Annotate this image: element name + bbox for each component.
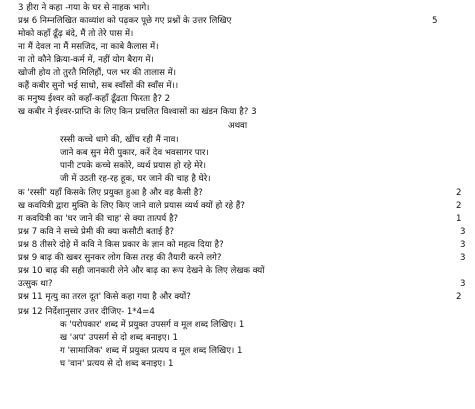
q9-marks: 3 [460, 253, 466, 263]
q10-marks: 3 [460, 279, 466, 289]
q7-marks: 3 [460, 227, 466, 237]
q6-marks: 5 [432, 16, 438, 26]
q12-gha: घ 'वान' प्रत्यय से दो शब्द बनाइए। 1 [60, 359, 174, 369]
alt-poem-line-3: पानी टपके कच्चे सकोरे, व्यर्थ प्रयास हो रहे मेरे। [60, 161, 207, 171]
q7: प्रश्न 7 कवि ने सच्चे प्रेमी की क्या कसौटी बताई है? [18, 227, 175, 237]
q8-marks: 3 [460, 240, 466, 250]
q12-kha: ख 'अप' उपसर्ग से दो शब्द बनाइए। 1 [60, 333, 179, 343]
q12-heading: प्रश्न 12 निर्देशानुसार उत्तर दीजिए- 1*4=4 [18, 307, 155, 317]
q8: प्रश्न 8 तीसरे दोहे में कवि ने किस प्रकार के ज्ञान को महत्व दिया है? [18, 240, 224, 250]
poem-line-5: कहैं कबीर सुनो भई साधो, सब स्वाँसों की स्वाँस में।। [18, 81, 179, 91]
line-1: 3 हीरा ने कहा -गया के घर से नाहक भागे। [18, 3, 150, 13]
q10: प्रश्न 10 बाढ़ की सही जानकारी लेने और बाढ़ का रूप देखने के लिए लेखक क्यों [18, 266, 265, 276]
alt-poem-line-1: रस्सी कच्चे धागे की, खींच रही मैं नाव। [60, 135, 179, 145]
poem-line-2: ना मैं देवल ना मैं मसजिद, ना काबे कैलास में। [18, 42, 159, 52]
alt-question-kha-marks: 2 [456, 201, 462, 211]
q6-heading: प्रश्न 6 निम्नलिखित काव्यांश को पढ़कर पूछे गए प्रश्नों के उत्तर लिखिए [18, 16, 232, 26]
q12-ka: क 'परोपकार' शब्द में प्रयुक्त उपसर्ग व मूल शब्द लिखिए। 1 [60, 320, 245, 330]
q9: प्रश्न 9 बाढ़ की खबर सुनकर लोग किस तरह की तैयारी करने लगे? [18, 253, 222, 263]
athva-label: अथवा [228, 121, 248, 131]
alt-poem-line-4: जी में उठती रह-रह हूक, घर जाने की चाह है घेरे। [60, 174, 211, 184]
q12-ga: ग 'सामाजिक' शब्द में प्रयुक्त प्रत्यय व मूल शब्द लिखिए। 1 [60, 346, 243, 356]
question-kha: ख कबीर ने ईश्वर-प्राप्ति के लिए किन प्रचलित विश्वासों का खंडन किया है? 3 [18, 107, 257, 117]
poem-line-1: मोको कहाँ ढूँढ़ बंदे, मैं तो तेरे पास में। [18, 29, 134, 39]
alt-question-ka-marks: 2 [456, 188, 462, 198]
poem-line-4: खोजी होय तो तुरतै मिलिहौं, पल भर की तालास में। [18, 68, 177, 78]
question-ka: क मनुष्य ईश्वर को कहाँ-कहाँ ढूँढता फिरता है? 2 [18, 94, 171, 104]
q11: प्रश्न 11 मृत्यु का तरल दूत' किसे कहा गया है और क्यों? [18, 292, 191, 302]
alt-question-ga-marks: 1 [456, 214, 462, 224]
alt-question-kha: ख कवयित्री द्वारा मुक्ति के लिए किए जाने वाले प्रयास व्यर्थ क्यों हो रहे हैं? [18, 201, 245, 211]
alt-poem-line-2: जाने कब सुन मेरी पुकार, करें देव भवसागर पार। [60, 148, 209, 158]
alt-question-ga: ग कवयित्री का 'घर जाने की चाह' से क्या तात्पर्य है? [18, 214, 179, 224]
q10-continued: उत्सुक था? [18, 279, 53, 289]
poem-line-3: ना तो कौने क्रिया-कर्म में, नहीं योग बैराग में। [18, 55, 154, 65]
q11-marks: 2 [456, 292, 462, 302]
alt-question-ka: क 'रस्सी' यहाँ किसके लिए प्रयुक्त हुआ है और वह कैसी है? [18, 188, 203, 198]
